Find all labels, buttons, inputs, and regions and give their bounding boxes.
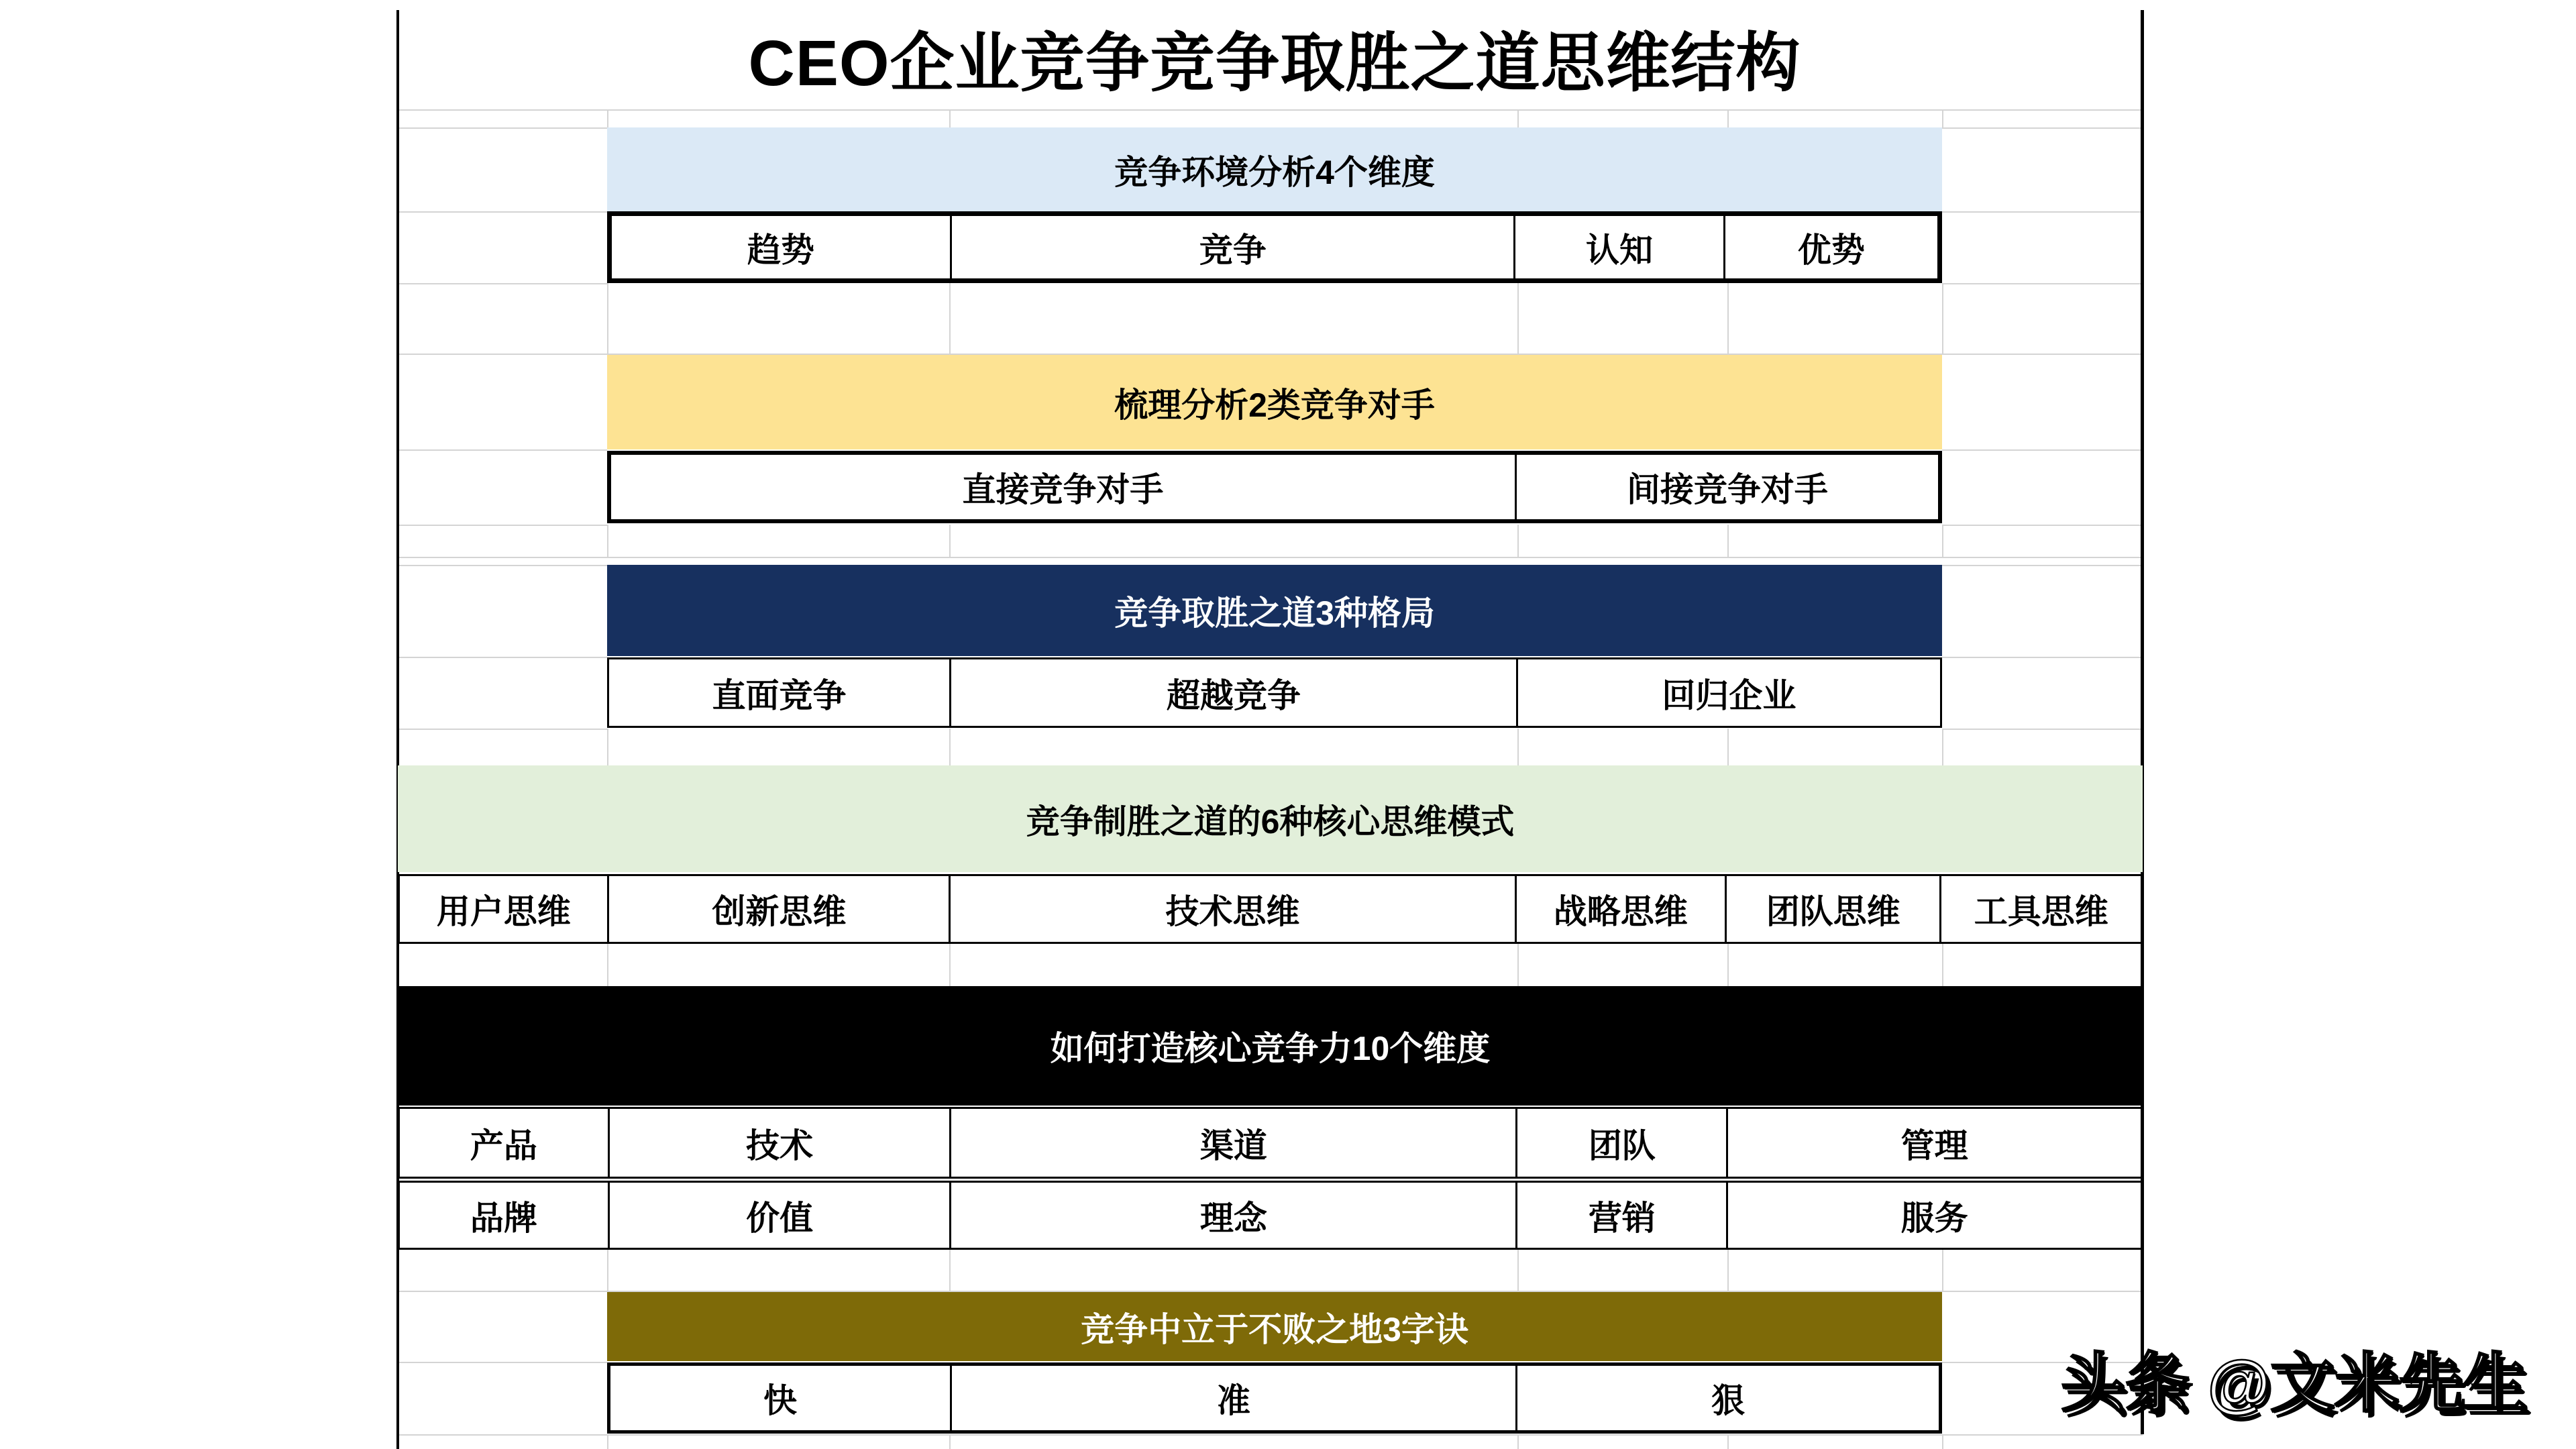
gridline-vertical <box>1727 944 1729 986</box>
section-tips-row <box>607 1362 1942 1434</box>
gridline-horizontal <box>398 729 607 730</box>
cell-surpass-competition: 超越竞争 <box>949 659 1516 726</box>
section-mindsets-header: 竞争制胜之道的6种核心思维模式 <box>398 765 2143 872</box>
cell-channel: 渠道 <box>949 1109 1515 1177</box>
cell-technology-mindset: 技术思维 <box>949 876 1514 942</box>
section-dimensions-row-1 <box>398 1107 2143 1179</box>
cell-return-enterprise: 回归企业 <box>1516 659 1940 726</box>
section-mindsets-row <box>398 874 2143 944</box>
section-env-row <box>607 211 1942 283</box>
section-patterns-row <box>607 657 1942 728</box>
gridline-vertical <box>949 944 951 986</box>
page-title: CEO企业竞争竞争取胜之道思维结构 <box>748 28 1801 99</box>
gridline-vertical <box>1517 729 1519 765</box>
cell-service: 服务 <box>1726 1183 2141 1248</box>
cell-team-mindset: 团队思维 <box>1725 876 1939 942</box>
gridline-horizontal <box>398 657 607 658</box>
cell-advantage: 优势 <box>1723 216 1937 278</box>
cell-team: 团队 <box>1515 1109 1726 1177</box>
gridline-vertical <box>607 1250 608 1291</box>
gridline-vertical <box>1942 1250 1943 1291</box>
cell-tool-mindset: 工具思维 <box>1939 876 2141 942</box>
cell-ruthless: 狠 <box>1515 1366 1939 1430</box>
gridline-vertical <box>1727 525 1729 557</box>
section-tips-header: 竞争中立于不败之地3字诀 <box>607 1292 1942 1361</box>
cell-value: 价值 <box>608 1183 949 1248</box>
gridline-vertical <box>607 944 608 986</box>
section-rivals-header: 梳理分析2类竞争对手 <box>607 355 1942 449</box>
cell-strategy-mindset: 战略思维 <box>1515 876 1725 942</box>
gridline-vertical <box>949 283 951 354</box>
gridline-horizontal <box>1942 211 2143 213</box>
gridline-horizontal <box>398 1362 607 1363</box>
gridline-vertical <box>607 1434 608 1449</box>
cell-indirect-rival: 间接竞争对手 <box>1515 455 1938 519</box>
gridline-horizontal <box>1942 729 2143 730</box>
cell-face-competition: 直面竞争 <box>712 676 847 714</box>
gridline-vertical <box>1517 1434 1519 1449</box>
cell-technology: 技术 <box>608 1109 949 1177</box>
gridline-vertical <box>1727 729 1729 765</box>
gridline-vertical <box>1517 283 1519 354</box>
cell-cognition: 认知 <box>1513 216 1723 278</box>
gridline-vertical <box>607 525 608 557</box>
gridline-vertical <box>949 109 951 127</box>
cell-fast: 快 <box>763 1382 797 1419</box>
cell-philosophy: 理念 <box>949 1183 1515 1248</box>
gridline-vertical <box>1517 1250 1519 1291</box>
cell-direct-rival: 直接竞争对手 <box>962 471 1164 508</box>
gridline-horizontal <box>398 565 607 566</box>
gridline-vertical <box>1727 109 1729 127</box>
cell-innovation-mindset: 创新思维 <box>607 876 949 942</box>
gridline-horizontal <box>1942 449 2143 451</box>
gridline-horizontal <box>1942 127 2143 129</box>
gridline-vertical <box>1727 1250 1729 1291</box>
gridline-horizontal <box>1942 283 2143 284</box>
gridline-horizontal <box>398 1434 2143 1436</box>
gridline-vertical <box>949 1434 951 1449</box>
gridline-vertical <box>1942 283 1943 354</box>
gridline-vertical <box>607 729 608 765</box>
section-dimensions-row-2 <box>398 1181 2143 1250</box>
cell-marketing: 营销 <box>1515 1183 1726 1248</box>
cell-brand: 品牌 <box>470 1199 537 1237</box>
gridline-horizontal <box>398 127 607 129</box>
watermark: 头条 @文米先生 <box>2060 1348 2528 1419</box>
gridline-vertical <box>1942 944 1943 986</box>
gridline-horizontal <box>398 557 2143 558</box>
gridline-horizontal <box>398 283 607 284</box>
gridline-vertical <box>1517 525 1519 557</box>
gridline-horizontal <box>1942 525 2143 526</box>
cell-management: 管理 <box>1726 1109 2141 1177</box>
gridline-vertical <box>949 525 951 557</box>
cell-user-mindset: 用户思维 <box>436 893 571 930</box>
gridline-vertical <box>1517 109 1519 127</box>
gridline-horizontal <box>398 449 607 451</box>
gridline-vertical <box>1517 944 1519 986</box>
gridline-vertical <box>949 1250 951 1291</box>
section-dimensions-header: 如何打造核心竞争力10个维度 <box>398 986 2143 1106</box>
gridline-vertical <box>1942 1434 1943 1449</box>
cell-trend: 趋势 <box>747 231 815 269</box>
gridline-vertical <box>607 109 608 127</box>
section-env-header: 竞争环境分析4个维度 <box>607 127 1942 211</box>
cell-accurate: 准 <box>950 1366 1515 1430</box>
gridline-vertical <box>607 283 608 354</box>
cell-competition: 竞争 <box>950 216 1513 278</box>
gridline-horizontal <box>398 525 607 526</box>
gridline-horizontal <box>1942 657 2143 658</box>
cell-product: 产品 <box>470 1126 537 1165</box>
gridline-vertical <box>1727 283 1729 354</box>
gridline-vertical <box>1942 729 1943 765</box>
gridline-vertical <box>1942 525 1943 557</box>
gridline-vertical <box>949 729 951 765</box>
gridline-vertical <box>1942 109 1943 127</box>
gridline-horizontal <box>1942 565 2143 566</box>
section-rivals-row <box>607 451 1942 523</box>
section-patterns-header: 竞争取胜之道3种格局 <box>607 565 1942 656</box>
gridline-vertical <box>1727 1434 1729 1449</box>
gridline-horizontal <box>398 211 607 213</box>
